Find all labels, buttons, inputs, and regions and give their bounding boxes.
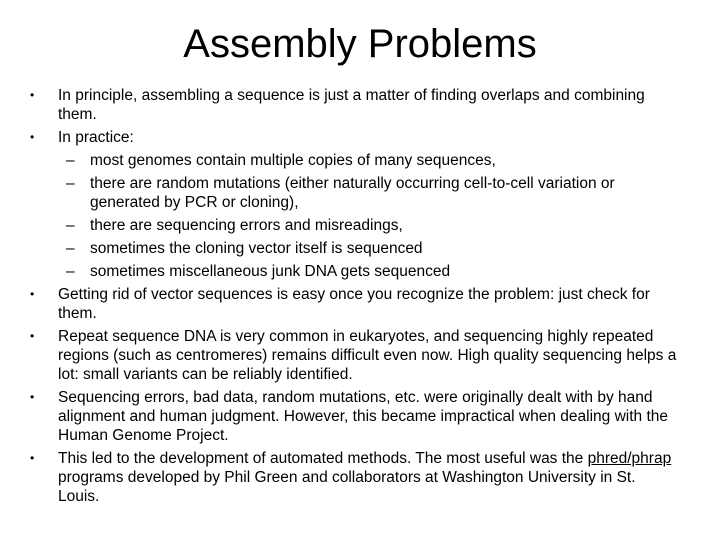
bullet-item: [0, 327, 680, 384]
sub-bullet-text: there are random mutations (either naturally occurring cell-to-cell variation or generated by PCR or cloning),: [90, 175, 615, 211]
bullet-item: [0, 449, 680, 506]
bullet-marker: •: [30, 88, 35, 102]
sub-bullet-text: most genomes contain multiple copies of many sequences,: [90, 152, 496, 169]
bullet-marker: •: [30, 287, 35, 301]
bullet-text: Sequencing errors, bad data, random mutations, etc. were originally dealt with by hand alignment and human judgment. However, this became impractical when dealing with the Human Genome Project.: [58, 389, 669, 444]
bullet-marker: •: [30, 390, 35, 404]
slide-body: [0, 86, 720, 510]
sub-bullet-marker: –: [66, 175, 75, 192]
sub-bullet-marker: –: [66, 263, 75, 280]
sub-bullet-item: [0, 174, 660, 212]
sub-bullet-item: [0, 262, 660, 281]
sub-bullet-item: [0, 151, 660, 170]
bullet-text: In practice:: [58, 129, 134, 146]
sub-bullet-item: [0, 239, 660, 258]
sub-bullet-item: [0, 216, 660, 235]
phred-phrap-link[interactable]: phred/phrap: [587, 450, 672, 467]
bullet-item: [0, 128, 680, 147]
bullet-item: [0, 86, 680, 124]
bullet-item: [0, 388, 680, 445]
bullet-text-after-link: programs developed by Phil Green and collaborators at Washington University in St. Louis.: [58, 469, 636, 505]
bullet-text: In principle, assembling a sequence is just a matter of finding overlaps and combining them.: [58, 87, 645, 123]
bullet-item: [0, 285, 680, 323]
slide-title: Assembly Problems: [183, 22, 537, 66]
bullet-marker: •: [30, 130, 35, 144]
bullet-marker: •: [30, 451, 35, 465]
bullet-marker: •: [30, 329, 35, 343]
sub-bullet-marker: –: [66, 217, 75, 234]
bullet-text: Getting rid of vector sequences is easy once you recognize the problem: just check for them.: [58, 286, 650, 322]
bullet-text: Repeat sequence DNA is very common in eukaryotes, and sequencing highly repeated regions (such as centromeres) remains difficult even now. High quality sequencing helps a lot: small variants can be reliably identified.: [58, 328, 677, 383]
sub-bullet-marker: –: [66, 152, 75, 169]
bullet-text-before-link: This led to the development of automated methods. The most useful was the: [58, 450, 588, 467]
sub-bullet-text: sometimes the cloning vector itself is sequenced: [90, 240, 423, 257]
sub-bullet-marker: –: [66, 240, 75, 257]
sub-bullet-text: there are sequencing errors and misreadings,: [90, 217, 403, 234]
sub-bullet-text: sometimes miscellaneous junk DNA gets sequenced: [90, 263, 451, 280]
